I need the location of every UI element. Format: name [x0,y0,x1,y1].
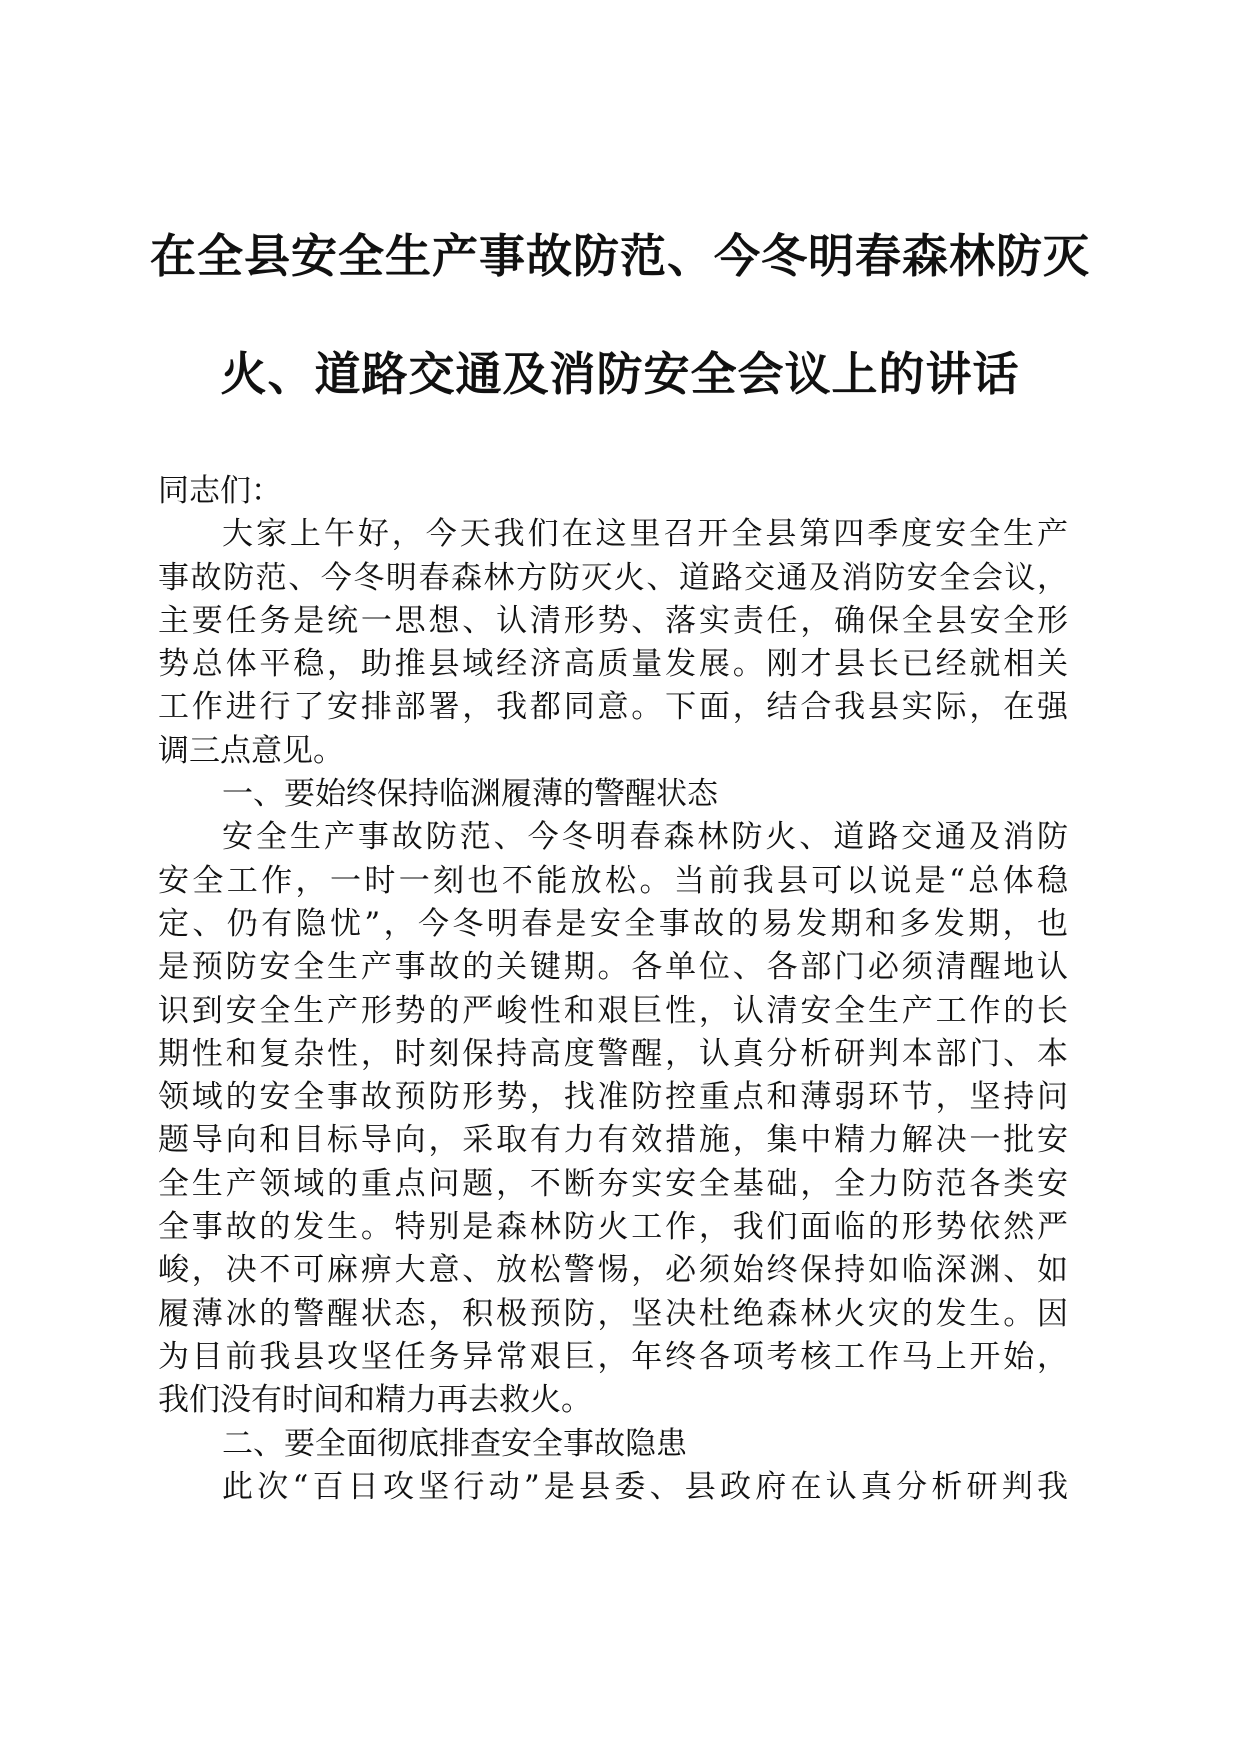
paragraph-line: 履薄冰的警醒状态，积极预防，坚决杜绝森林火灾的发生。因 [158,1295,1068,1332]
paragraph-line: 主要任务是统一思想、认清形势、落实责任，确保全县安全形 [158,602,1068,639]
paragraph-line: 全事故的发生。特别是森林防火工作，我们面临的形势依然严 [158,1209,1068,1246]
paragraph-line: 势总体平稳，助推县域经济高质量发展。刚才县长已经就相关 [158,646,1068,683]
paragraph-line: 题导向和目标导向，采取有力有效措施，集中精力解决一批安 [158,1122,1068,1159]
paragraph-line: 此次“百日攻坚行动”是县委、县政府在认真分析研判我 [222,1468,1068,1505]
paragraph-line: 期性和复杂性，时刻保持高度警醒，认真分析研判本部门、本 [158,1035,1068,1072]
paragraph-line: 峻，决不可麻痹大意、放松警惕，必须始终保持如临深渊、如 [158,1252,1068,1289]
paragraph-line: 调三点意见。 [158,732,344,769]
title-line-1: 在全县安全生产事故防范、今冬明春森林防灭 [150,229,1090,283]
paragraph-line: 安全生产事故防范、今冬明春森林防火、道路交通及消防 [222,819,1068,856]
salutation: 同志们： [158,473,282,509]
paragraph-line: 安全工作，一时一刻也不能放松。当前我县可以说是“总体稳 [158,862,1068,899]
speech-body [158,470,1068,1509]
paragraph-line: 是预防安全生产事故的关键期。各单位、各部门必须清醒地认 [158,949,1068,986]
section-heading-1: 一、要始终保持临渊履薄的警醒状态 [222,776,718,813]
paragraph-line: 大家上午好，今天我们在这里召开全县第四季度安全生产 [222,516,1068,553]
paragraph-line: 领域的安全事故预防形势，找准防控重点和薄弱环节，坚持问 [158,1079,1068,1116]
paragraph-line: 识到安全生产形势的严峻性和艰巨性，认清安全生产工作的长 [158,992,1068,1029]
section-heading-2: 二、要全面彻底排查安全事故隐患 [222,1425,687,1462]
paragraph-line: 定、仍有隐忧”，今冬明春是安全事故的易发期和多发期，也 [158,905,1068,942]
title-line-2: 火、道路交通及消防安全会议上的讲话 [220,347,1020,401]
paragraph-line: 为目前我县攻坚任务异常艰巨，年终各项考核工作马上开始， [158,1338,1068,1375]
paragraph-line: 事故防范、今冬明春森林方防灭火、道路交通及消防安全会议， [158,559,1068,596]
paragraph-line: 工作进行了安排部署，我都同意。下面，结合我县实际，在强 [158,689,1068,726]
paragraph-line: 全生产领域的重点问题，不断夯实安全基础，全力防范各类安 [158,1165,1068,1202]
paragraph-line: 我们没有时间和精力再去救火。 [158,1382,592,1419]
